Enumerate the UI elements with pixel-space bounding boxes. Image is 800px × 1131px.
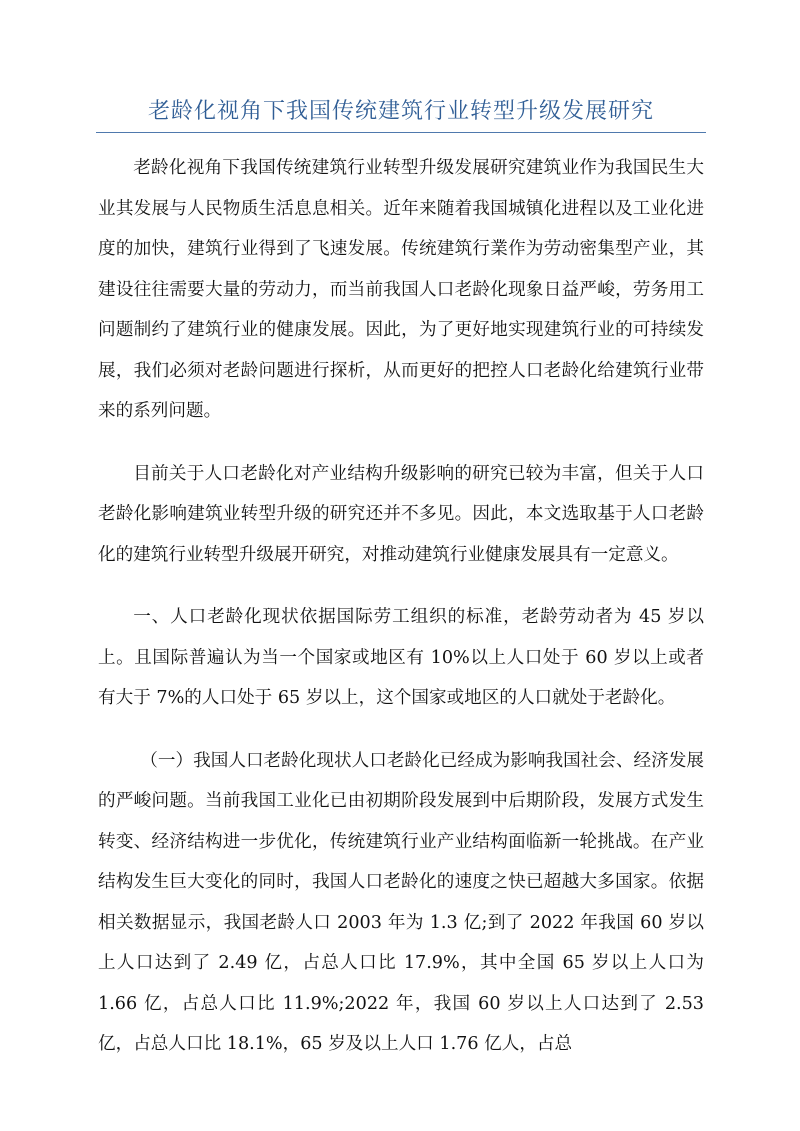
document-title: 老龄化视角下我国传统建筑行业转型升级发展研究 <box>147 99 654 124</box>
paragraph-intro: 老龄化视角下我国传统建筑行业转型升级发展研究建筑业作为我国民生大业其发展与人民物质生活息息相关。近年来随着我国城镇化进程以及工业化进度的加快，建筑行业得到了飞速发展。传统建筑行業作为劳动密集型产业，其建设往往需要大量的劳动力，而当前我国人口老龄化现象日益严峻，劳务用工问题制约了建筑行业的健康发展。因此，为了更好地实现建筑行业的可持续发展，我们必须对老龄问题进行探析，从而更好的把控人口老龄化给建筑行业带来的系列问题。 <box>98 158 704 421</box>
paragraph-research-status: 目前关于人口老龄化对产业结构升级影响的研究已较为丰富，但关于人口老龄化影响建筑业转型升级的研究还并不多见。因此，本文选取基于人口老龄化的建筑行业转型升级展开研究，对推动建筑行业健康发展具有一定意义。 <box>98 463 704 565</box>
paragraph-section-1: 一、人口老龄化现状依据国际劳工组织的标准，老龄劳动者为 45 岁以上。且国际普遍认为当一个国家或地区有 10%以上人口处于 60 岁以上或者有大于 7%的人口处于 65 岁以上，这个国家或地区的人口就处于老龄化。 <box>98 607 704 708</box>
title-underline <box>96 132 706 133</box>
paragraph-subsection-1: （一）我国人口老龄化现状人口老龄化已经成为影响我国社会、经济发展的严峻问题。当前我国工业化已由初期阶段发展到中后期阶段，发展方式发生转变、经济结构进一步优化，传统建筑行业产业结构面临新一轮挑战。在产业结构发生巨大变化的同时，我国人口老龄化的速度之快已超越大多国家。依据相关数据显示，我国老龄人口 2003 年为 1.3 亿;到了 2022 年我国 60 岁以上人口达到了 2.49 亿，占总人口比 17.9%，其中全国 65 岁以上人口为 1.66 亿，占总人口比 11.9%;2022 年，我国 60 岁以上人口达到了 2.53 亿，占总人口比 18.1%，65 岁及以上人口 1.76 亿人，占总 <box>98 750 704 1054</box>
document-body <box>98 148 704 1087</box>
